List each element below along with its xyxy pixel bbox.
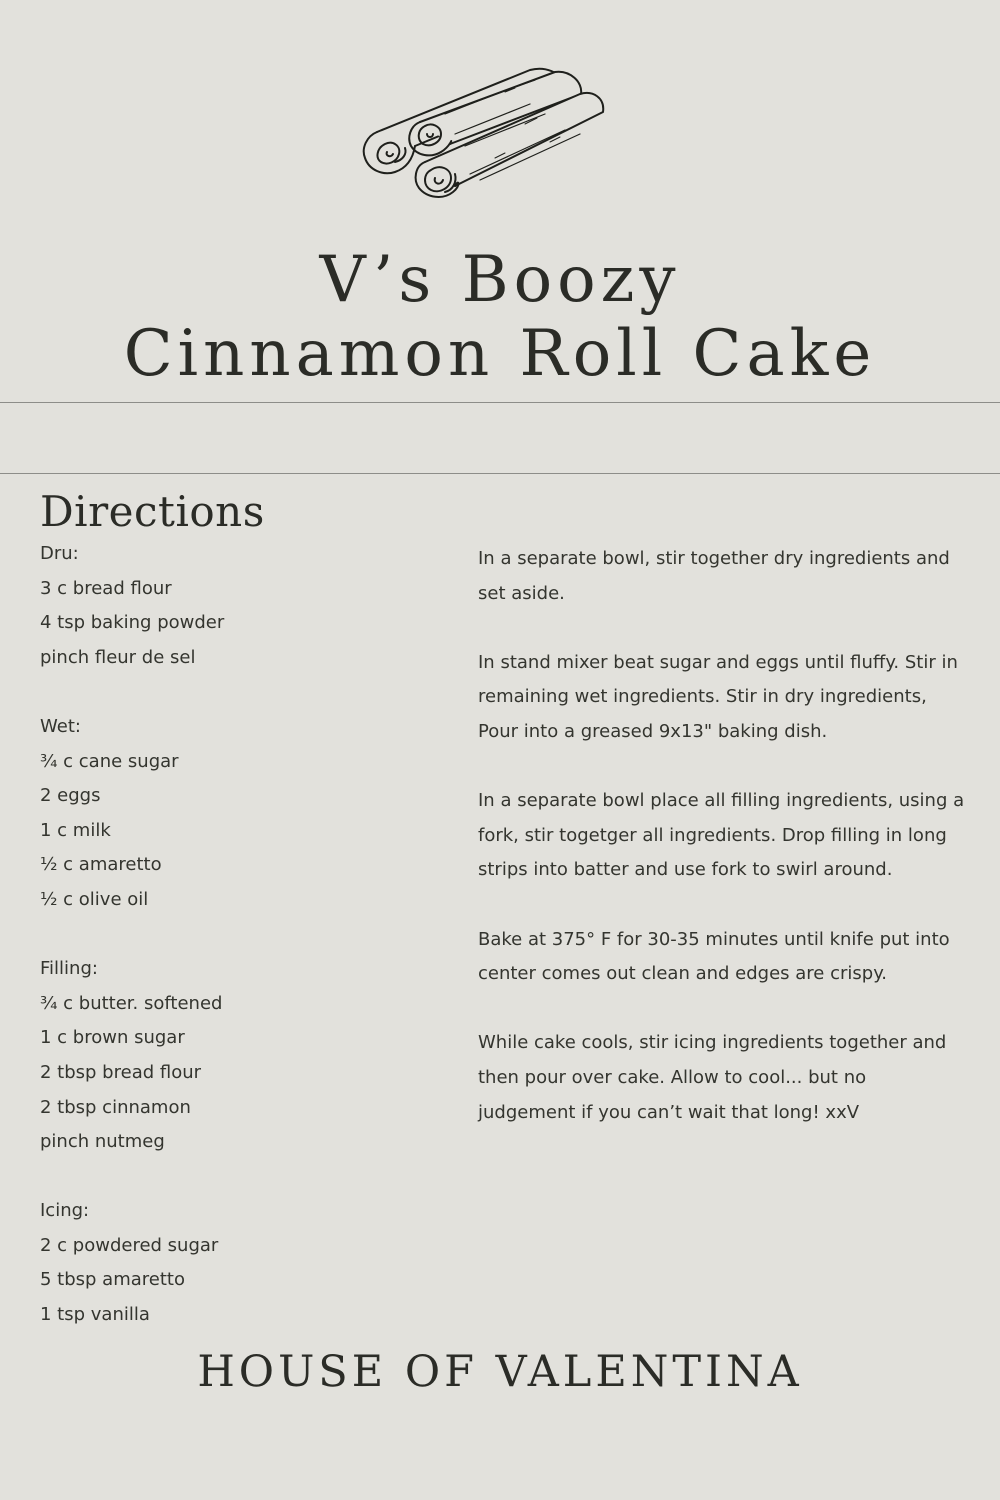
spacer [40,675,440,710]
ingredient-group-dry [40,537,440,675]
ingredient-item: pinch nutmeg [40,1131,165,1153]
ingredient-group-label: Filling: [40,958,98,980]
ingredient-item: ¾ c butter. softened [40,992,223,1014]
ingredient-group-label: Icing: [40,1200,90,1222]
direction-step: In a separate bowl place all filling ingredients, using a fork, stir togetger all ingredients. Drop filling in long strips into batter and use fork to swirl around. [478,790,965,881]
ingredient-item: 5 tbsp amaretto [40,1269,185,1291]
ingredient-item: pinch fleur de sel [40,646,196,668]
ingredient-group-label: Wet: [40,715,81,737]
ingredient-group-label: Dru: [40,543,79,564]
ingredient-item: 1 c brown sugar [40,1027,185,1049]
ingredient-item: ¾ c cane sugar [40,750,179,772]
ingredient-item: 2 c powdered sugar [40,1234,219,1256]
ingredient-group-filling [40,952,440,1160]
cinnamon-sticks-icon [355,62,610,207]
recipe-title-line-1: V’s Boozy [319,243,681,317]
ingredient-item: 1 c milk [40,819,111,841]
ingredient-item: 4 tsp baking powder [40,612,225,634]
direction-step: In a separate bowl, stir together dry ingredients and set aside. [478,548,950,604]
divider-bottom [0,473,1000,474]
ingredient-group-wet [40,710,440,918]
spacer [40,918,440,953]
directions-steps [478,542,968,1165]
spacer [40,1160,440,1195]
ingredient-item: 2 tbsp cinnamon [40,1096,191,1118]
ingredient-item: 2 tbsp bread flour [40,1061,202,1083]
ingredient-item: 1 tsp vanilla [40,1304,150,1326]
direction-step: Bake at 375° F for 30-35 minutes until knife put into center comes out clean and edges are crispy. [478,928,950,985]
directions-heading: Directions [40,487,265,536]
ingredient-item: 3 c bread flour [40,577,172,599]
direction-step: In stand mixer beat sugar and eggs until fluffy. Stir in remaining wet ingredients. Stir in dry ingredients, Pour into a greased 9x13" baking dish. [478,651,958,742]
recipe-title-line-2: Cinnamon Roll Cake [123,317,877,391]
ingredients-list [40,537,440,1333]
divider-top [0,402,1000,403]
ingredient-item: 2 eggs [40,785,101,807]
ingredient-group-icing [40,1194,440,1332]
brand-footer: HOUSE OF VALENTINA [197,1347,803,1397]
ingredient-item: ½ c olive oil [40,888,149,910]
direction-step: While cake cools, stir icing ingredients together and then pour over cake. Allow to cool... but no judgement if you can’t wait that long! xxV [478,1032,947,1123]
ingredient-item: ½ c amaretto [40,854,162,876]
